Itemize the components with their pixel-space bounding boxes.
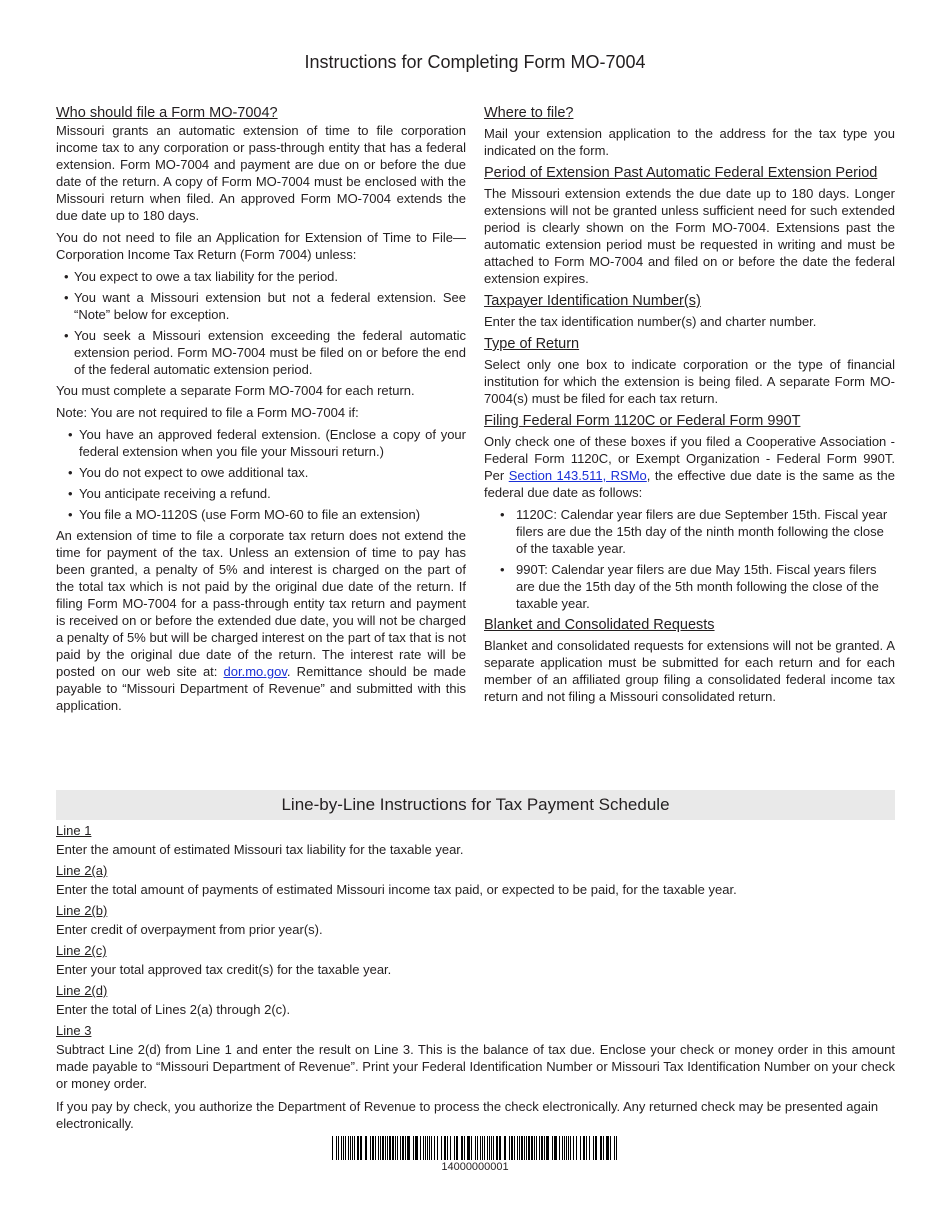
- list-item: • You anticipate receiving a refund.: [56, 485, 466, 502]
- line-text: Enter the total of Lines 2(a) through 2(c).: [56, 1002, 291, 1017]
- barcode-bar: [576, 1136, 577, 1160]
- barcode-bar: [385, 1136, 386, 1160]
- right-column: [484, 104, 895, 710]
- barcode-bar: [365, 1136, 367, 1160]
- barcode-bar: [536, 1136, 537, 1160]
- note-list: [56, 426, 466, 523]
- separate-form-text: You must complete a separate Form MO-7004 for each return.: [56, 383, 415, 398]
- barcode-bar: [456, 1136, 458, 1160]
- type-of-return-heading: Type of Return: [484, 336, 580, 352]
- barcode-bar: [614, 1136, 615, 1160]
- barcode-bar: [375, 1136, 376, 1160]
- barcode-bar: [372, 1136, 374, 1160]
- blanket-requests-text: Blanket and consolidated requests for extensions will not be granted. A separate application must be submitted for each return and for each member of an affiliated group filing a consolidated federal income tax return and not filing a Missouri consolidated return.: [484, 638, 895, 704]
- taxpayer-id-heading: Taxpayer Identification Number(s): [484, 293, 701, 309]
- barcode-bar: [616, 1136, 617, 1160]
- barcode-bar: [425, 1136, 426, 1160]
- barcode-bar: [332, 1136, 333, 1160]
- list-item: • You want a Missouri extension but not a federal extension. See “Note” below for exception.: [56, 289, 466, 323]
- barcode-bar: [395, 1136, 396, 1160]
- barcode-bar: [354, 1136, 355, 1160]
- barcode-bar: [420, 1136, 421, 1160]
- blanket-requests-heading: Blanket and Consolidated Requests: [484, 617, 715, 633]
- line-text: Subtract Line 2(d) from Line 1 and enter the result on Line 3. This is the balance of tax due. Enclose your check or money order in this amount made payable to “Missouri Department of Revenue”. Print your Federal Identification Number or Missouri Tax Identification Number on your check or money order.: [56, 1042, 895, 1091]
- barcode-bar: [380, 1136, 381, 1160]
- barcode-bar: [400, 1136, 401, 1160]
- federal-form-text: [484, 433, 895, 501]
- list-item: • 990T: Calendar year filers are due May 15th. Fiscal years filers are due the 15th day of the 5th month following the close of the taxable year.: [484, 561, 895, 612]
- barcode-bar: [583, 1136, 585, 1160]
- unless-list: [56, 268, 466, 378]
- barcode-bar: [499, 1136, 501, 1160]
- unless-intro-text: You do not need to file an Application for Extension of Time to File—Corporation Income Tax Return (Form 7004) unless:: [56, 230, 466, 262]
- barcode-bar: [441, 1136, 442, 1160]
- barcode-bar: [489, 1136, 490, 1160]
- barcode-bar: [343, 1136, 344, 1160]
- barcode-bar: [504, 1136, 506, 1160]
- list-item: • 1120C: Calendar year filers are due September 15th. Fiscal year filers are due the 15th day of the ninth month following the close of the taxable year.: [484, 506, 895, 557]
- barcode-bar: [389, 1136, 391, 1160]
- barcode-bar: [437, 1136, 438, 1160]
- barcode-bar: [357, 1136, 359, 1160]
- barcode-bar: [405, 1136, 406, 1160]
- line-text: Enter your total approved tax credit(s) for the taxable year.: [56, 962, 392, 977]
- barcode-bar: [580, 1136, 581, 1160]
- barcode-bar: [350, 1136, 351, 1160]
- extension-period-heading: Period of Extension Past Automatic Federal Extension Period: [484, 165, 878, 181]
- barcode-bar: [517, 1136, 518, 1160]
- federal-form-heading: Filing Federal Form 1120C or Federal Form 990T: [484, 413, 801, 429]
- extension-text-part: An extension of time to file a corporate tax return does not extend the time for payment of the tax. Unless an extension of time to pay has been granted, a penalty of 5% and interest is charged on the part of the total tax which is not paid by the original due date of the return. If filing Form MO-7004 for a pass-through entity tax return and payment is received on or before the extended due date, you will not be charged a penalty of 5% but will be charged interest on the part of tax that is not paid by the original due date of the return. The interest rate will be posted on our web site at:: [56, 528, 466, 679]
- barcode-bar: [568, 1136, 569, 1160]
- barcode-bar: [429, 1136, 430, 1160]
- extension-period-text: The Missouri extension extends the due date up to 180 days. Longer extensions will not be granted unless sufficient need for such extended period is clearly shown on the Form MO-7004. Extensions past the automatic extension period must be requested in writing and must be attached to Form MO-7004 and filed on or before the date the federal extension expires.: [484, 186, 895, 286]
- barcode-bar: [336, 1136, 337, 1160]
- line-text: Enter the total amount of payments of estimated Missouri income tax paid, or expected to be paid, for the taxable year.: [56, 882, 737, 897]
- barcode-bar: [562, 1136, 563, 1160]
- barcode-bar: [541, 1136, 543, 1160]
- who-should-file-heading: Who should file a Form MO-7004?: [56, 105, 278, 121]
- extension-payment-text: [56, 527, 466, 714]
- list-item: • You seek a Missouri extension exceeding the federal automatic extension period. Form MO-7004 must be filed on or before the end of the federal automatic extension period.: [56, 327, 466, 378]
- due-date-list: [484, 506, 895, 612]
- barcode-bar: [519, 1136, 520, 1160]
- barcode-bar: [467, 1136, 470, 1160]
- where-to-file-text: Mail your extension application to the address for the tax type you indicated on the form.: [484, 126, 895, 158]
- line-label: Line 2(a): [56, 863, 108, 878]
- barcode-bar: [397, 1136, 398, 1160]
- barcode-bar: [534, 1136, 535, 1160]
- barcode-bar: [603, 1136, 604, 1160]
- barcode-bar: [573, 1136, 574, 1160]
- barcode-bar: [450, 1136, 451, 1160]
- barcode-bar: [454, 1136, 455, 1160]
- list-item: • You do not expect to owe additional tax.: [56, 464, 466, 481]
- who-should-file-text: Missouri grants an automatic extension of time to file corporation income tax to any corporation or pass-through entity that has a federal extension. Form MO-7004 and payment are due on or before the due date of the return. A copy of Form MO-7004 must be enclosed with the Missouri return when filed. An approved Form MO-7004 extends the due date up to 180 days.: [56, 123, 466, 223]
- line-instructions: [56, 822, 895, 1136]
- barcode-bar: [606, 1136, 609, 1160]
- barcode-bar: [554, 1136, 557, 1160]
- barcode-bar: [392, 1136, 394, 1160]
- barcode-bar: [413, 1136, 414, 1160]
- barcode-bar: [559, 1136, 560, 1160]
- barcode-bar: [415, 1136, 418, 1160]
- barcode-bar: [487, 1136, 488, 1160]
- rsmo-section-link[interactable]: Section 143.511, RSMo: [508, 468, 647, 483]
- barcode-bar: [539, 1136, 540, 1160]
- barcode-bar: [338, 1136, 339, 1160]
- barcode-bar: [514, 1136, 515, 1160]
- barcode-bar: [444, 1136, 446, 1160]
- barcode-bar: [595, 1136, 597, 1160]
- line-2c-block: [56, 942, 895, 978]
- line-label: Line 2(b): [56, 903, 108, 918]
- barcode-bar: [491, 1136, 492, 1160]
- barcode-bar: [531, 1136, 533, 1160]
- barcode-bar: [360, 1136, 362, 1160]
- barcode-bar: [600, 1136, 602, 1160]
- barcode-bar: [552, 1136, 553, 1160]
- barcode-bar: [493, 1136, 494, 1160]
- line-1-block: [56, 822, 895, 858]
- barcode-bar: [423, 1136, 424, 1160]
- barcode-bar: [387, 1136, 388, 1160]
- barcode-bar: [464, 1136, 465, 1160]
- barcode-bar: [345, 1136, 346, 1160]
- barcode-bar: [447, 1136, 448, 1160]
- list-item: • You have an approved federal extension. (Enclose a copy of your federal extension when you file your Missouri return.): [56, 426, 466, 460]
- line-label: Line 2(c): [56, 943, 107, 958]
- extension-text-part: . Remittance should be made payable to “Missouri Department of Revenue” and submitted with this application.: [56, 664, 466, 713]
- barcode-bar: [434, 1136, 435, 1160]
- barcode-bar: [431, 1136, 432, 1160]
- where-to-file-heading: Where to file?: [484, 105, 574, 121]
- barcode-bar: [348, 1136, 349, 1160]
- barcode-bar: [509, 1136, 510, 1160]
- barcode-bar: [471, 1136, 472, 1160]
- dor-website-link[interactable]: dor.mo.gov: [223, 664, 287, 679]
- barcode-bar: [477, 1136, 478, 1160]
- barcode-bar: [511, 1136, 513, 1160]
- barcode-bar: [370, 1136, 371, 1160]
- barcode-bar: [461, 1136, 463, 1160]
- federal-text-part: , the effective due date is the same as the federal due date as follows:: [484, 468, 896, 500]
- list-item: • You file a MO-1120S (use Form MO-60 to file an extension): [56, 506, 466, 523]
- barcode-bar: [475, 1136, 476, 1160]
- barcode-bar: [482, 1136, 483, 1160]
- left-column: [56, 104, 466, 719]
- schedule-heading: Line-by-Line Instructions for Tax Payment Schedule: [281, 795, 670, 814]
- line-2d-block: [56, 982, 895, 1018]
- schedule-heading-band: [56, 790, 895, 820]
- line-text: Enter credit of overpayment from prior year(s).: [56, 922, 323, 937]
- barcode-bar: [341, 1136, 342, 1160]
- line-text: Enter the amount of estimated Missouri tax liability for the taxable year.: [56, 842, 464, 857]
- barcode-bar: [586, 1136, 587, 1160]
- barcode-bar: [566, 1136, 567, 1160]
- barcode-bar: [570, 1136, 571, 1160]
- barcode-bar: [352, 1136, 353, 1160]
- list-item: • You expect to owe a tax liability for the period.: [56, 268, 466, 285]
- barcode-bar: [526, 1136, 527, 1160]
- barcode-bar: [521, 1136, 523, 1160]
- line-2b-block: [56, 902, 895, 938]
- check-authorization-text: If you pay by check, you authorize the Department of Revenue to process the check electronically. Any returned check may be presented again electronically.: [56, 1099, 879, 1131]
- barcode-bar: [589, 1136, 590, 1160]
- barcode-bar: [378, 1136, 379, 1160]
- barcode-bar: [402, 1136, 404, 1160]
- line-2a-block: [56, 862, 895, 898]
- page-title: Instructions for Completing Form MO-7004: [304, 52, 646, 72]
- line-label: Line 1: [56, 823, 92, 838]
- type-of-return-text: Select only one box to indicate corporation or the type of financial institution for which the extension is being filed. A separate Form MO-7004(s) must be filed for each tax return.: [484, 357, 895, 406]
- barcode-bar: [407, 1136, 410, 1160]
- barcode-bar: [593, 1136, 594, 1160]
- barcode-bar: [610, 1136, 611, 1160]
- barcode-bar: [544, 1136, 545, 1160]
- barcode-bar: [480, 1136, 481, 1160]
- barcode-bar: [382, 1136, 384, 1160]
- line-label: Line 3: [56, 1023, 92, 1038]
- federal-text-part: Only check one of these boxes if you filed a Cooperative Association - Federal Form 1120C, or Exempt Organization - Federal Form 990T. Per: [484, 434, 895, 483]
- note-text: Note: You are not required to file a Form MO-7004 if:: [56, 405, 359, 420]
- barcode-bar: [528, 1136, 530, 1160]
- barcode-bar: [484, 1136, 485, 1160]
- barcode: [332, 1136, 618, 1160]
- barcode-bar: [546, 1136, 549, 1160]
- barcode-bar: [524, 1136, 525, 1160]
- barcode-bar: [564, 1136, 565, 1160]
- line-label: Line 2(d): [56, 983, 108, 998]
- barcode-bar: [496, 1136, 498, 1160]
- line-3-block: [56, 1022, 895, 1092]
- barcode-bar: [427, 1136, 428, 1160]
- taxpayer-id-text: Enter the tax identification number(s) and charter number.: [484, 314, 817, 329]
- barcode-number: 14000000001: [441, 1161, 509, 1173]
- barcode-graphic: [332, 1136, 618, 1160]
